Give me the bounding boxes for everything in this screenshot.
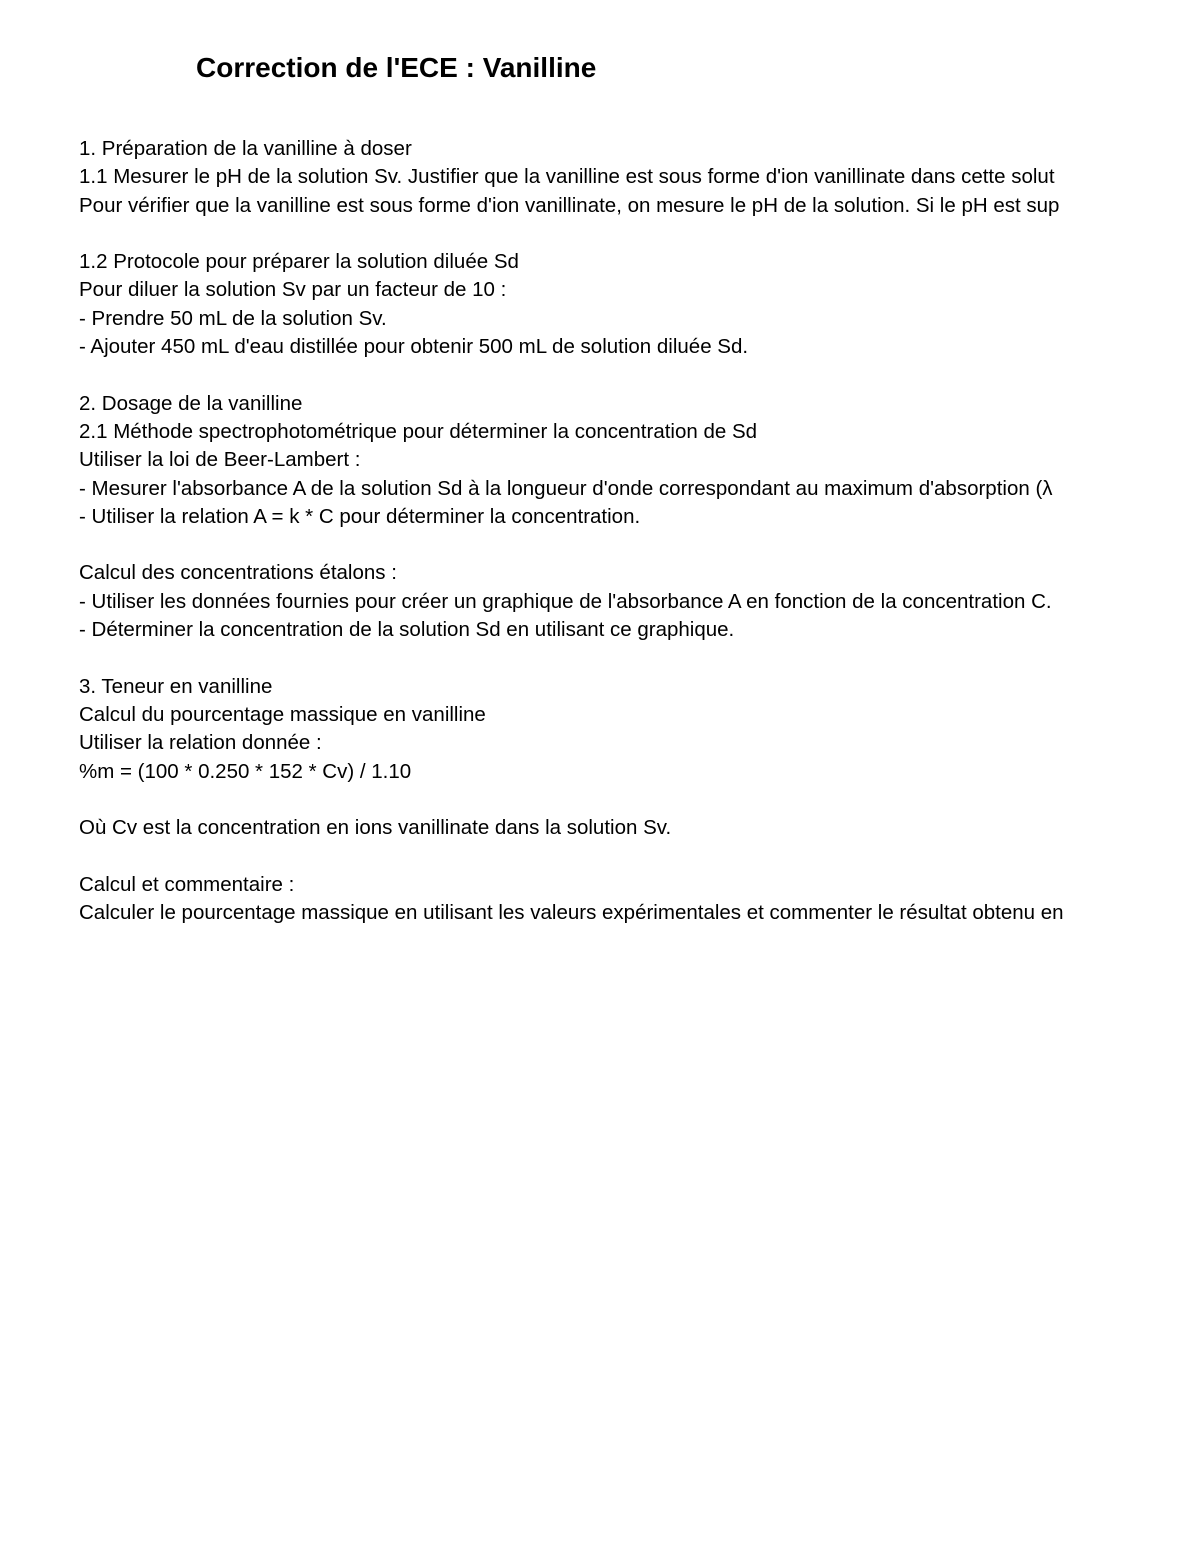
mass-percentage-heading: Calcul du pourcentage massique en vanilline	[79, 702, 486, 726]
calibration-step-1: - Utiliser les données fournies pour créer un graphique de l'absorbance A en fonction de la concentration C.	[79, 589, 1052, 613]
document-body	[79, 135, 1200, 927]
formula: %m = (100 * 0.250 * 152 * Cv) / 1.10	[79, 759, 412, 783]
protocol-step-1: - Prendre 50 mL de la solution Sv.	[79, 306, 387, 330]
answer-1-1: Pour vérifier que la vanilline est sous forme d'ion vanillinate, on mesure le pH de la solution. Si le pH est sup	[79, 193, 1060, 217]
question-1-2: 1.2 Protocole pour préparer la solution diluée Sd	[79, 250, 519, 274]
blank-line	[79, 644, 1200, 672]
blank-line	[79, 361, 1200, 389]
document-title: Correction de l'ECE : Vanilline	[196, 52, 597, 83]
formula-definition: Où Cv est la concentration en ions vanillinate dans la solution Sv.	[79, 816, 672, 840]
beer-lambert-step-1: - Mesurer l'absorbance A de la solution Sd à la longueur d'onde correspondant au maximum d'absorption (λ	[79, 476, 1053, 500]
beer-lambert-step-2: - Utiliser la relation A = k * C pour déterminer la concentration.	[79, 504, 641, 528]
blank-line	[79, 531, 1200, 559]
relation-intro: Utiliser la relation donnée :	[79, 731, 322, 755]
blank-line	[79, 786, 1200, 814]
beer-lambert-intro: Utiliser la loi de Beer-Lambert :	[79, 448, 361, 472]
calibration-step-2: - Déterminer la concentration de la solution Sd en utilisant ce graphique.	[79, 618, 735, 642]
question-2-1: 2.1 Méthode spectrophotométrique pour déterminer la concentration de Sd	[79, 419, 758, 443]
conclusion-heading: Calcul et commentaire :	[79, 872, 295, 896]
protocol-step-2: - Ajouter 450 mL d'eau distillée pour obtenir 500 mL de solution diluée Sd.	[79, 335, 749, 359]
section-2-heading: 2. Dosage de la vanilline	[79, 391, 303, 415]
question-1-1: 1.1 Mesurer le pH de la solution Sv. Justifier que la vanilline est sous forme d'ion vanillinate dans cette solut	[79, 165, 1055, 189]
conclusion-text: Calculer le pourcentage massique en utilisant les valeurs expérimentales et commenter le résultat obtenu en	[79, 901, 1064, 925]
section-3-heading: 3. Teneur en vanilline	[79, 674, 273, 698]
blank-line	[79, 842, 1200, 870]
calibration-heading: Calcul des concentrations étalons :	[79, 561, 397, 585]
blank-line	[79, 220, 1200, 248]
protocol-intro: Pour diluer la solution Sv par un facteur de 10 :	[79, 278, 507, 302]
section-1-heading: 1. Préparation de la vanilline à doser	[79, 137, 412, 160]
